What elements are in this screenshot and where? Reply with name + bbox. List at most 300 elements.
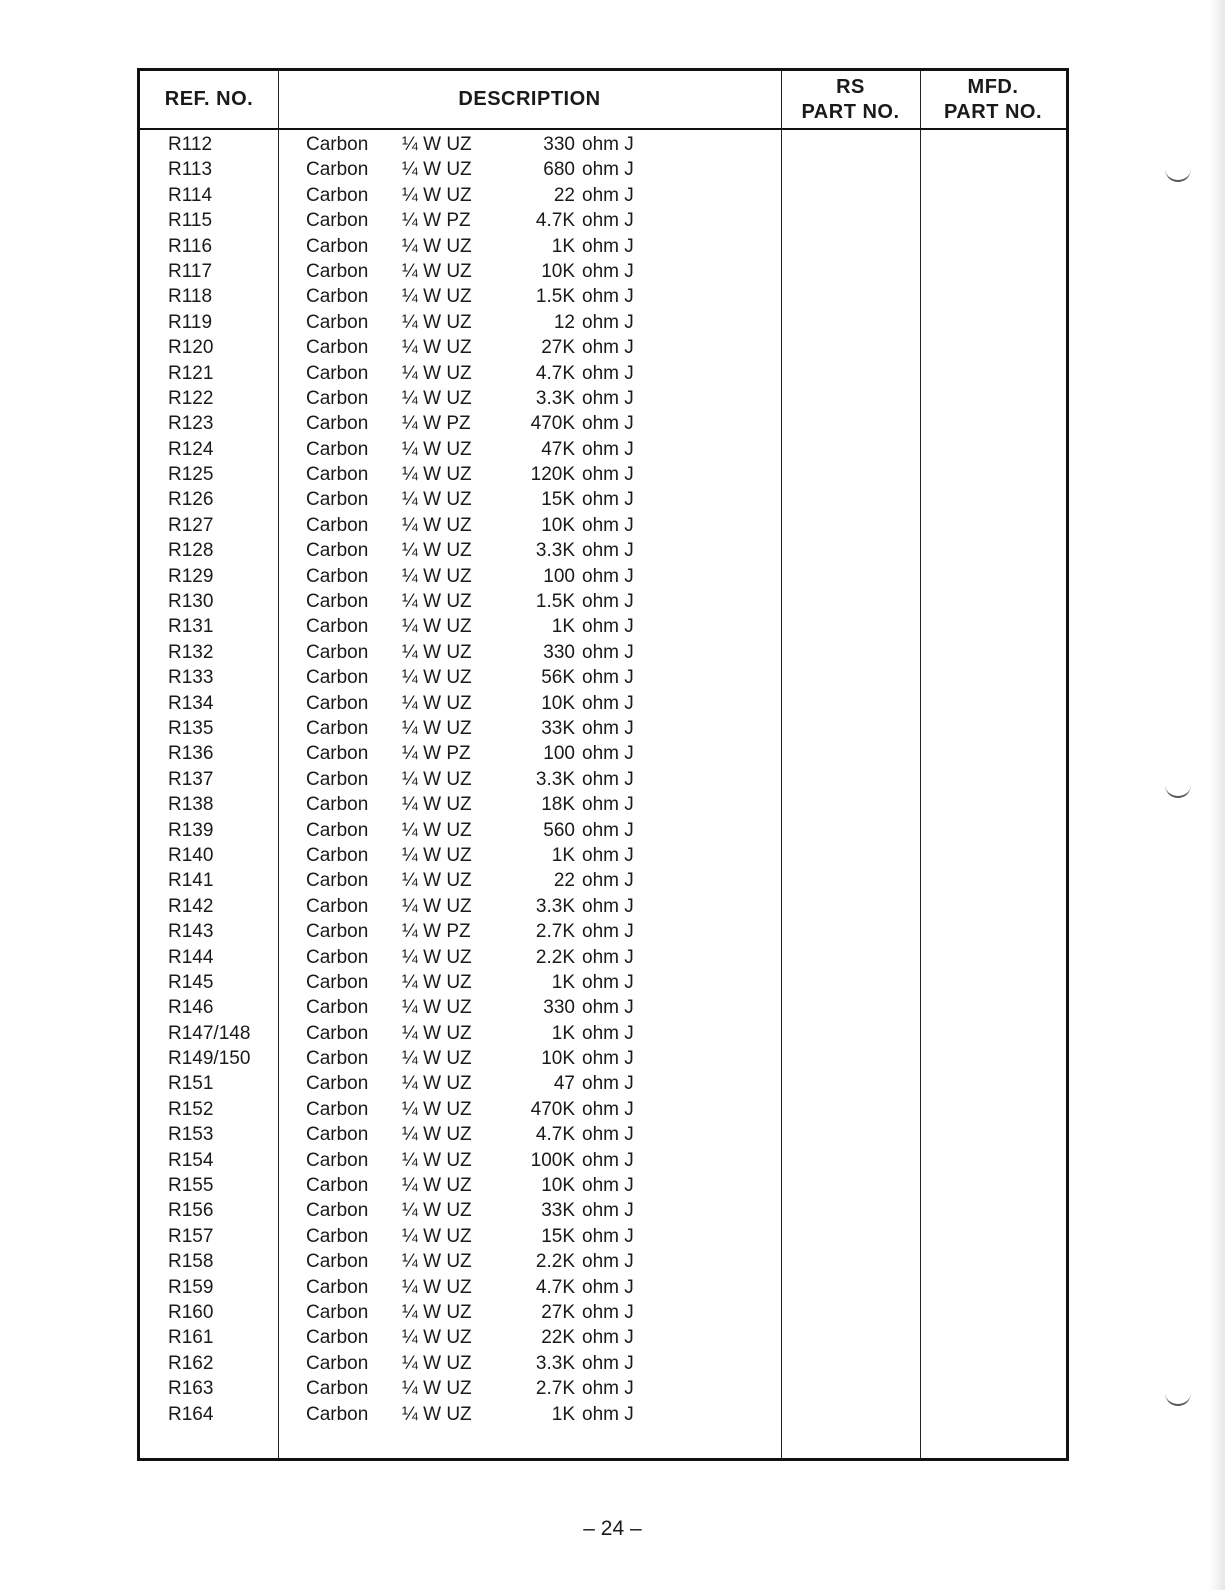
table-row	[140, 1046, 1066, 1071]
unit-cell: ohm J	[582, 514, 634, 536]
rating-cell: ¼ W UZ	[402, 870, 472, 892]
ref-no-cell: R138	[168, 794, 214, 816]
unit-cell: ohm J	[582, 921, 634, 943]
value-cell: 4.7K	[535, 1124, 575, 1146]
unit-cell: ohm J	[582, 1124, 634, 1146]
rating-cell: ¼ W UZ	[402, 1022, 472, 1044]
rating-cell: ¼ W PZ	[402, 743, 471, 765]
rating-cell: ¼ W UZ	[402, 844, 472, 866]
header-rs-line1: RS	[836, 75, 865, 98]
type-cell: Carbon	[306, 591, 369, 613]
table-row	[140, 513, 1066, 538]
unit-cell: ohm J	[582, 565, 634, 587]
table-row	[140, 995, 1066, 1020]
table-row	[140, 1021, 1066, 1046]
unit-cell: ohm J	[582, 1352, 634, 1374]
rating-cell: ¼ W UZ	[402, 971, 472, 993]
header-ref-no	[140, 71, 278, 128]
type-cell: Carbon	[306, 235, 369, 257]
table-row	[140, 716, 1066, 741]
rating-cell: ¼ W UZ	[402, 591, 472, 613]
ref-no-cell: R161	[168, 1327, 214, 1349]
type-cell: Carbon	[306, 819, 369, 841]
type-cell: Carbon	[306, 210, 369, 232]
unit-cell: ohm J	[582, 667, 634, 689]
ref-no-cell: R134	[168, 692, 214, 714]
value-cell: 3.3K	[535, 768, 575, 790]
value-cell: 10K	[541, 692, 575, 714]
rating-cell: ¼ W UZ	[402, 565, 472, 587]
ref-no-cell: R133	[168, 667, 214, 689]
value-cell: 3.3K	[535, 540, 575, 562]
table-row	[140, 945, 1066, 970]
ref-no-cell: R139	[168, 819, 214, 841]
ref-no-cell: R127	[168, 514, 214, 536]
value-cell: 33K	[541, 1200, 575, 1222]
table-row	[140, 1198, 1066, 1223]
ref-no-cell: R143	[168, 921, 214, 943]
header-rs-line2: PART NO.	[801, 100, 900, 123]
value-cell: 2.7K	[535, 921, 575, 943]
unit-cell: ohm J	[582, 159, 634, 181]
value-cell: 4.7K	[535, 1276, 575, 1298]
unit-cell: ohm J	[582, 1149, 634, 1171]
rating-cell: ¼ W UZ	[402, 1124, 472, 1146]
unit-cell: ohm J	[582, 819, 634, 841]
value-cell: 27K	[541, 337, 575, 359]
type-cell: Carbon	[306, 794, 369, 816]
ref-no-cell: R123	[168, 413, 214, 435]
rating-cell: ¼ W UZ	[402, 1301, 472, 1323]
table-row	[140, 284, 1066, 309]
type-cell: Carbon	[306, 1124, 369, 1146]
type-cell: Carbon	[306, 971, 369, 993]
unit-cell: ohm J	[582, 717, 634, 739]
type-cell: Carbon	[306, 1048, 369, 1070]
ref-no-cell: R136	[168, 743, 214, 765]
table-row	[140, 589, 1066, 614]
table-row	[140, 1097, 1066, 1122]
unit-cell: ohm J	[582, 1301, 634, 1323]
value-cell: 120K	[530, 464, 575, 486]
type-cell: Carbon	[306, 1175, 369, 1197]
table-row	[140, 665, 1066, 690]
binder-hole-mark	[1165, 784, 1191, 798]
value-cell: 22	[553, 184, 575, 206]
unit-cell: ohm J	[582, 311, 634, 333]
value-cell: 47	[553, 1073, 575, 1095]
unit-cell: ohm J	[582, 844, 634, 866]
ref-no-cell: R124	[168, 438, 214, 460]
table-body	[140, 132, 1066, 1427]
unit-cell: ohm J	[582, 464, 634, 486]
table-row	[140, 1148, 1066, 1173]
value-cell: 100K	[530, 1149, 575, 1171]
ref-no-cell: R141	[168, 870, 214, 892]
unit-cell: ohm J	[582, 1327, 634, 1349]
ref-no-cell: R157	[168, 1225, 214, 1247]
value-cell: 10K	[541, 1175, 575, 1197]
rating-cell: ¼ W UZ	[402, 667, 472, 689]
type-cell: Carbon	[306, 387, 369, 409]
rating-cell: ¼ W UZ	[402, 1225, 472, 1247]
unit-cell: ohm J	[582, 1073, 634, 1095]
value-cell: 27K	[541, 1301, 575, 1323]
table-row	[140, 183, 1066, 208]
rating-cell: ¼ W UZ	[402, 1251, 472, 1273]
type-cell: Carbon	[306, 844, 369, 866]
value-cell: 1.5K	[535, 286, 575, 308]
rating-cell: ¼ W UZ	[402, 1276, 472, 1298]
unit-cell: ohm J	[582, 743, 634, 765]
table-row	[140, 1071, 1066, 1096]
ref-no-cell: R116	[168, 235, 213, 257]
rating-cell: ¼ W UZ	[402, 438, 472, 460]
type-cell: Carbon	[306, 1200, 369, 1222]
table-row	[140, 1224, 1066, 1249]
unit-cell: ohm J	[582, 692, 634, 714]
unit-cell: ohm J	[582, 134, 634, 155]
table-row	[140, 1402, 1066, 1427]
type-cell: Carbon	[306, 362, 369, 384]
header-ref-no-label: REF. NO.	[164, 88, 254, 110]
type-cell: Carbon	[306, 565, 369, 587]
table-row	[140, 437, 1066, 462]
ref-no-cell: R128	[168, 540, 214, 562]
type-cell: Carbon	[306, 413, 369, 435]
type-cell: Carbon	[306, 1378, 369, 1400]
ref-no-cell: R152	[168, 1098, 214, 1120]
value-cell: 4.7K	[535, 210, 575, 232]
type-cell: Carbon	[306, 717, 369, 739]
value-cell: 3.3K	[535, 895, 575, 917]
table-row	[140, 1300, 1066, 1325]
value-cell: 1K	[551, 235, 575, 257]
rating-cell: ¼ W UZ	[402, 1073, 472, 1095]
rating-cell: ¼ W UZ	[402, 717, 472, 739]
ref-no-cell: R121	[168, 362, 214, 384]
value-cell: 2.7K	[535, 1378, 575, 1400]
ref-no-cell: R159	[168, 1276, 214, 1298]
table-row	[140, 538, 1066, 563]
table-row	[140, 361, 1066, 386]
rating-cell: ¼ W UZ	[402, 540, 472, 562]
rating-cell: ¼ W UZ	[402, 768, 472, 790]
type-cell: Carbon	[306, 1098, 369, 1120]
value-cell: 2.2K	[535, 946, 575, 968]
rating-cell: ¼ W UZ	[402, 1048, 472, 1070]
unit-cell: ohm J	[582, 489, 634, 511]
value-cell: 22K	[541, 1327, 575, 1349]
unit-cell: ohm J	[582, 895, 634, 917]
ref-no-cell: R151	[168, 1073, 214, 1095]
table-row	[140, 1376, 1066, 1401]
ref-no-cell: R147/148	[168, 1022, 251, 1044]
rating-cell: ¼ W UZ	[402, 489, 472, 511]
table-row	[140, 818, 1066, 843]
ref-no-cell: R119	[168, 311, 213, 333]
value-cell: 3.3K	[535, 387, 575, 409]
ref-no-cell: R142	[168, 895, 214, 917]
table-row	[140, 868, 1066, 893]
table-row	[140, 843, 1066, 868]
value-cell: 680	[543, 159, 575, 181]
rating-cell: ¼ W UZ	[402, 134, 472, 155]
header-mfd-part-no	[920, 71, 1066, 128]
ref-no-cell: R164	[168, 1403, 214, 1425]
rating-cell: ¼ W UZ	[402, 819, 472, 841]
unit-cell: ohm J	[582, 210, 634, 232]
rating-cell: ¼ W UZ	[402, 286, 472, 308]
value-cell: 10K	[541, 1048, 575, 1070]
rating-cell: ¼ W UZ	[402, 514, 472, 536]
value-cell: 330	[543, 641, 575, 663]
type-cell: Carbon	[306, 1251, 369, 1273]
unit-cell: ohm J	[582, 616, 634, 638]
type-cell: Carbon	[306, 1073, 369, 1095]
table-row	[140, 132, 1066, 157]
ref-no-cell: R153	[168, 1124, 214, 1146]
type-cell: Carbon	[306, 1276, 369, 1298]
ref-no-cell: R160	[168, 1301, 214, 1323]
ref-no-cell: R130	[168, 591, 214, 613]
type-cell: Carbon	[306, 616, 369, 638]
unit-cell: ohm J	[582, 971, 634, 993]
type-cell: Carbon	[306, 743, 369, 765]
value-cell: 470K	[530, 1098, 575, 1120]
ref-no-cell: R118	[168, 286, 213, 308]
table-row	[140, 386, 1066, 411]
parts-list-table	[137, 68, 1069, 1461]
rating-cell: ¼ W UZ	[402, 692, 472, 714]
ref-no-cell: R135	[168, 717, 214, 739]
value-cell: 4.7K	[535, 362, 575, 384]
ref-no-cell: R115	[168, 210, 213, 232]
type-cell: Carbon	[306, 768, 369, 790]
value-cell: 15K	[541, 489, 575, 511]
ref-no-cell: R120	[168, 337, 214, 359]
rating-cell: ¼ W UZ	[402, 1149, 472, 1171]
value-cell: 3.3K	[535, 1352, 575, 1374]
unit-cell: ohm J	[582, 768, 634, 790]
unit-cell: ohm J	[582, 387, 634, 409]
ref-no-cell: R132	[168, 641, 214, 663]
type-cell: Carbon	[306, 514, 369, 536]
ref-no-cell: R156	[168, 1200, 214, 1222]
rating-cell: ¼ W UZ	[402, 1378, 472, 1400]
unit-cell: ohm J	[582, 1022, 634, 1044]
unit-cell: ohm J	[582, 438, 634, 460]
unit-cell: ohm J	[582, 1048, 634, 1070]
type-cell: Carbon	[306, 641, 369, 663]
value-cell: 10K	[541, 260, 575, 282]
unit-cell: ohm J	[582, 997, 634, 1019]
rating-cell: ¼ W UZ	[402, 616, 472, 638]
table-row	[140, 1325, 1066, 1350]
header-description	[278, 71, 781, 128]
rating-cell: ¼ W UZ	[402, 159, 472, 181]
unit-cell: ohm J	[582, 1251, 634, 1273]
table-row	[140, 919, 1066, 944]
value-cell: 470K	[530, 413, 575, 435]
table-row	[140, 767, 1066, 792]
rating-cell: ¼ W UZ	[402, 260, 472, 282]
page-number: – 24 –	[583, 1517, 642, 1540]
type-cell: Carbon	[306, 438, 369, 460]
ref-no-cell: R140	[168, 844, 214, 866]
header-rs-part-no	[781, 71, 920, 128]
type-cell: Carbon	[306, 1403, 369, 1425]
unit-cell: ohm J	[582, 946, 634, 968]
value-cell: 10K	[541, 514, 575, 536]
unit-cell: ohm J	[582, 235, 634, 257]
table-row	[140, 970, 1066, 995]
table-row	[140, 691, 1066, 716]
table-row	[140, 614, 1066, 639]
rating-cell: ¼ W UZ	[402, 464, 472, 486]
unit-cell: ohm J	[582, 591, 634, 613]
unit-cell: ohm J	[582, 540, 634, 562]
unit-cell: ohm J	[582, 337, 634, 359]
type-cell: Carbon	[306, 870, 369, 892]
ref-no-cell: R137	[168, 768, 214, 790]
rating-cell: ¼ W UZ	[402, 387, 472, 409]
value-cell: 1K	[551, 844, 575, 866]
ref-no-cell: R113	[168, 159, 213, 181]
rating-cell: ¼ W UZ	[402, 184, 472, 206]
table-row	[140, 792, 1066, 817]
type-cell: Carbon	[306, 692, 369, 714]
rating-cell: ¼ W UZ	[402, 1175, 472, 1197]
table-row	[140, 1351, 1066, 1376]
value-cell: 560	[543, 819, 575, 841]
value-cell: 22	[553, 870, 575, 892]
value-cell: 1K	[551, 971, 575, 993]
table-row	[140, 462, 1066, 487]
rating-cell: ¼ W UZ	[402, 311, 472, 333]
table-row	[140, 411, 1066, 436]
value-cell: 18K	[541, 794, 575, 816]
table-row	[140, 208, 1066, 233]
table-row	[140, 1249, 1066, 1274]
type-cell: Carbon	[306, 921, 369, 943]
ref-no-cell: R146	[168, 997, 214, 1019]
type-cell: Carbon	[306, 895, 369, 917]
ref-no-cell: R131	[168, 616, 214, 638]
ref-no-cell: R125	[168, 464, 214, 486]
rating-cell: ¼ W PZ	[402, 413, 471, 435]
table-row	[140, 310, 1066, 335]
ref-no-cell: R162	[168, 1352, 214, 1374]
unit-cell: ohm J	[582, 1225, 634, 1247]
type-cell: Carbon	[306, 184, 369, 206]
rating-cell: ¼ W UZ	[402, 1352, 472, 1374]
rating-cell: ¼ W UZ	[402, 235, 472, 257]
table-row	[140, 234, 1066, 259]
rating-cell: ¼ W UZ	[402, 1403, 472, 1425]
value-cell: 47K	[541, 438, 575, 460]
page-edge-shadow	[1209, 0, 1225, 1590]
type-cell: Carbon	[306, 946, 369, 968]
value-cell: 1K	[551, 1022, 575, 1044]
rating-cell: ¼ W UZ	[402, 337, 472, 359]
rating-cell: ¼ W UZ	[402, 1327, 472, 1349]
type-cell: Carbon	[306, 286, 369, 308]
unit-cell: ohm J	[582, 1098, 634, 1120]
rating-cell: ¼ W UZ	[402, 946, 472, 968]
ref-no-cell: R117	[168, 260, 213, 282]
value-cell: 33K	[541, 717, 575, 739]
header-mfd-line1: MFD.	[967, 75, 1019, 98]
value-cell: 56K	[541, 667, 575, 689]
type-cell: Carbon	[306, 311, 369, 333]
table-row	[140, 1173, 1066, 1198]
ref-no-cell: R112	[168, 134, 213, 155]
type-cell: Carbon	[306, 134, 369, 155]
unit-cell: ohm J	[582, 413, 634, 435]
table-row	[140, 335, 1066, 360]
type-cell: Carbon	[306, 1022, 369, 1044]
ref-no-cell: R154	[168, 1149, 214, 1171]
type-cell: Carbon	[306, 337, 369, 359]
type-cell: Carbon	[306, 540, 369, 562]
header-mfd-line2: PART NO.	[943, 100, 1043, 123]
type-cell: Carbon	[306, 464, 369, 486]
ref-no-cell: R122	[168, 387, 214, 409]
ref-no-cell: R158	[168, 1251, 214, 1273]
unit-cell: ohm J	[582, 870, 634, 892]
table-row	[140, 157, 1066, 182]
rating-cell: ¼ W UZ	[402, 1200, 472, 1222]
value-cell: 15K	[541, 1225, 575, 1247]
type-cell: Carbon	[306, 1225, 369, 1247]
ref-no-cell: R114	[168, 184, 213, 206]
binder-hole-mark	[1165, 1392, 1191, 1406]
rating-cell: ¼ W UZ	[402, 895, 472, 917]
value-cell: 1K	[551, 1403, 575, 1425]
rating-cell: ¼ W UZ	[402, 997, 472, 1019]
ref-no-cell: R149/150	[168, 1048, 251, 1070]
header-description-label: DESCRIPTION	[458, 88, 601, 110]
value-cell: 12	[553, 311, 575, 333]
value-cell: 2.2K	[535, 1251, 575, 1273]
ref-no-cell: R155	[168, 1175, 214, 1197]
ref-no-cell: R129	[168, 565, 214, 587]
rating-cell: ¼ W UZ	[402, 641, 472, 663]
type-cell: Carbon	[306, 667, 369, 689]
unit-cell: ohm J	[582, 1200, 634, 1222]
table-header-row	[140, 71, 1066, 130]
unit-cell: ohm J	[582, 794, 634, 816]
type-cell: Carbon	[306, 1301, 369, 1323]
value-cell: 100	[543, 743, 575, 765]
table-row	[140, 487, 1066, 512]
table-row	[140, 564, 1066, 589]
unit-cell: ohm J	[582, 1175, 634, 1197]
value-cell: 1.5K	[535, 591, 575, 613]
unit-cell: ohm J	[582, 1403, 634, 1425]
unit-cell: ohm J	[582, 184, 634, 206]
rating-cell: ¼ W PZ	[402, 210, 471, 232]
type-cell: Carbon	[306, 1327, 369, 1349]
table-row	[140, 741, 1066, 766]
value-cell: 1K	[551, 616, 575, 638]
unit-cell: ohm J	[582, 641, 634, 663]
type-cell: Carbon	[306, 159, 369, 181]
rating-cell: ¼ W UZ	[402, 1098, 472, 1120]
type-cell: Carbon	[306, 1352, 369, 1374]
table-row	[140, 1275, 1066, 1300]
